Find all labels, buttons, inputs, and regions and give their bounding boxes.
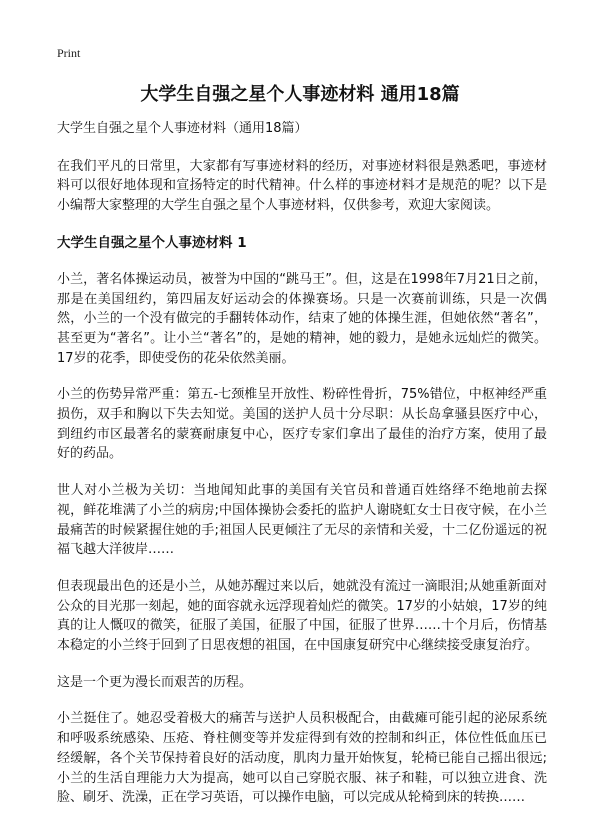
body-paragraph: 世人对小兰极为关切：当地闻知此事的美国有关官员和普通百姓络绎不绝地前去探视，鲜花堆满了小兰的病房;中国体操协会委托的监护人谢晓虹女士日夜守候，在小兰最痛苦的时候紧握住她的手;祖国人民更倾注了无尽的亲情和关爱，十二亿份遥远的祝福飞越大洋彼岸…… [57,483,547,558]
document-body [57,119,547,825]
body-paragraph: 这是一个更为漫长而艰苦的历程。 [57,674,253,690]
document-title: 大学生自强之星个人事迹材料 通用18篇 [140,84,460,105]
print-link[interactable]: Print [57,46,81,60]
intro-paragraph: 在我们平凡的日常里，大家都有写事迹材料的经历，对事迹材料很是熟悉吧，事迹材料可以很好地体现和宣扬特定的时代精神。什么样的事迹材料才是规范的呢？以下是小编帮大家整理的大学生自强之星个人事迹材料，仅供参考，欢迎大家阅读。 [57,158,547,214]
section-heading: 大学生自强之星个人事迹材料 1 [57,234,247,251]
body-paragraph: 但表现最出色的还是小兰，从她苏醒过来以后，她就没有流过一滴眼泪;从她重新面对公众的目光那一刻起，她的面容就永远浮现着灿烂的微笑。17岁的小姑娘，17岁的纯真的让人慨叹的微笑，征服了美国，征服了中国，征服了世界……十个月后，伤情基本稳定的小兰终于回到了日思夜想的祖国，在中国康复研究中心继续接受康复治疗。 [57,578,547,654]
document-subtitle: 大学生自强之星个人事迹材料（通用18篇） [57,121,308,136]
body-paragraph: 小兰的伤势异常严重：第五-七颈椎呈开放性、粉碎性骨折，75%错位，中枢神经严重损伤，双手和胸以下失去知觉。美国的送护人员十分尽职：从长岛拿骚县医疗中心，到纽约市区最著名的蒙赛耐康复中心，医疗专家们拿出了最佳的治疗方案，使用了最好的药品。 [57,387,547,462]
body-paragraph: 小兰，著名体操运动员，被誉为中国的“跳马王”。但，这是在1998年7月21日之前，那是在美国纽约，第四届友好运动会的体操赛场。只是一次赛前训练，只是一次偶然，小兰的一个没有做完的手翻转体动作，结束了她的体操生涯，但她依然“著名”，甚至更为“著名”。让小兰“著名”的，是她的精神，她的毅力，是她永远灿烂的微笑。17岁的花季，即使受伤的花朵依然美丽。 [57,271,547,366]
body-paragraph: 小兰挺住了。她忍受着极大的痛苦与送护人员积极配合，由截瘫可能引起的泌尿系统和呼吸系统感染、压疮、脊柱侧变等并发症得到有效的控制和纠正，体位性低血压已经缓解，各个关节保持着良好的活动度，肌肉力量开始恢复，轮椅已能自己摇出很远;小兰的生活自理能力大为提高，她可以自己穿脱衣服、袜子和鞋，可以独立进食、洗脸、刷牙、洗澡，正在学习英语，可以操作电脑，可以完成从轮椅到床的转换…… [57,711,547,806]
